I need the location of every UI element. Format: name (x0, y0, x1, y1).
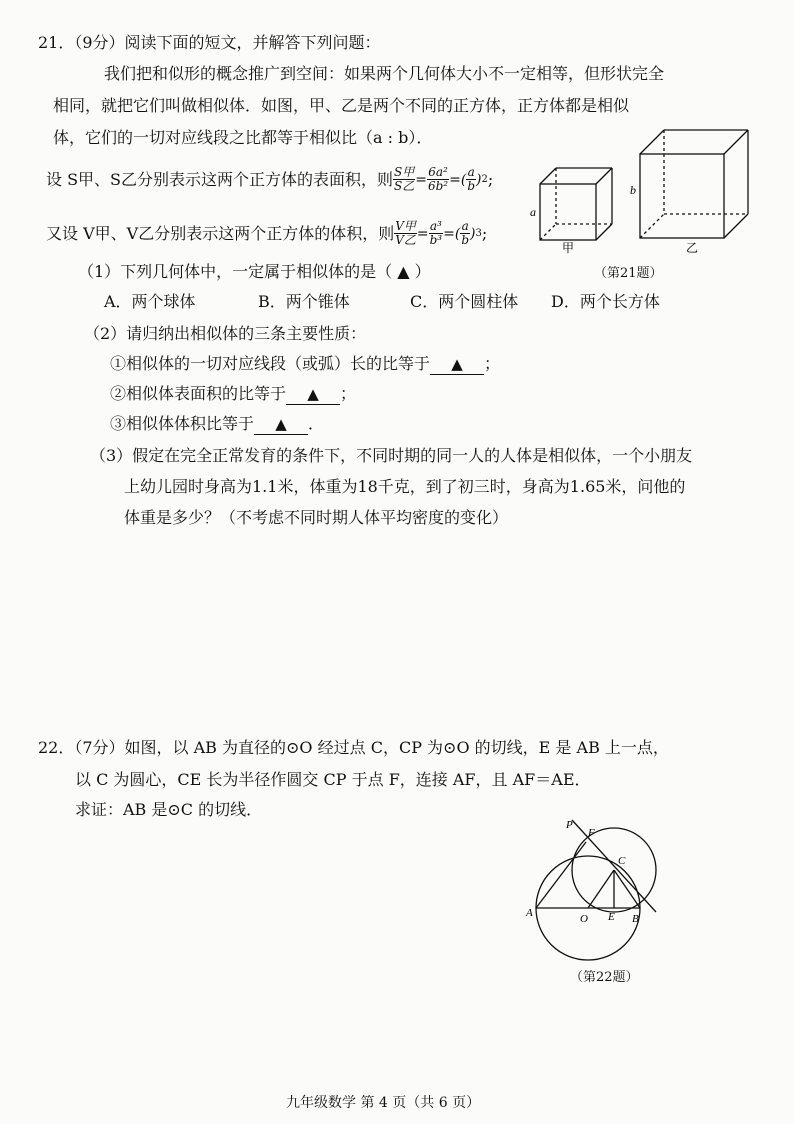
q21-part1-question: （1）下列几何体中，一定属于相似体的是（ ▲ ） (78, 262, 431, 281)
surface-rhs-denominator: b (467, 179, 476, 193)
point-e-label: E (608, 911, 615, 923)
q22-circle-figure (522, 812, 682, 972)
large-cube (640, 130, 748, 238)
volume-ratio-numerator: V甲 (395, 219, 416, 233)
volume-ratio-denominator: V乙 (395, 233, 416, 247)
point-c-label: C (618, 855, 626, 867)
q21-option-a: A．两个球体 (104, 292, 196, 311)
q21-surface-area-prefix: 设 S甲、S乙分别表示这两个正方体的表面积，则 (46, 169, 394, 189)
property-2-text: ②相似体表面积的比等于 (110, 384, 287, 403)
surface-end: ; (487, 169, 494, 189)
surface-rhs-fraction (466, 166, 476, 193)
q21-volume-prefix: 又设 V甲、V乙分别表示这两个正方体的体积，则 (46, 223, 395, 243)
surface-ratio-numerator: S甲 (394, 165, 415, 179)
small-cube-side-label: a (530, 205, 536, 219)
large-cube-label: 乙 (686, 241, 699, 255)
q22-line-1: 22．（7分）如图，以 AB 为直径的⊙O 经过点 C，CP 为⊙O 的切线，E 是 AB 上一点， (38, 738, 669, 757)
q21-property-1 (110, 354, 500, 375)
property-2-answer-blank[interactable] (286, 384, 340, 405)
surface-ratio-denominator: S乙 (394, 179, 415, 193)
volume-rhs-fraction (460, 220, 470, 247)
property-1-text: ①相似体的一切对应线段（或弧）长的比等于 (110, 354, 431, 373)
property-3-answer-blank[interactable] (254, 414, 308, 435)
property-3-mark: ▲ (275, 415, 287, 433)
volume-rhs-denominator: b (461, 233, 469, 247)
q21-part3-line-2: 上幼儿园时身高为1.1米，体重为18千克，到了初三时，身高为1.65米，问他的 (124, 477, 686, 496)
q21-part3-line-1: （3）假定在完全正常发育的条件下，不同时期的同一人的人体是相似体，一个小朋友 (90, 446, 693, 465)
small-cube (540, 168, 612, 240)
point-p-label: P (566, 819, 573, 831)
property-1-answer-blank[interactable] (430, 354, 484, 375)
property-3-end: ． (308, 414, 325, 433)
page-footer: 九年级数学 第 4 页（共 6 页） (286, 1095, 481, 1111)
volume-rhs-numerator: a (461, 219, 469, 233)
point-a-label: A (526, 907, 533, 919)
q21-property-2 (110, 384, 356, 405)
surface-power: 2 (481, 173, 488, 185)
large-cube-side-label: b (630, 183, 636, 197)
point-f-label: F (588, 827, 595, 839)
segment-af (536, 842, 586, 908)
surface-mid-numerator: 6a² (428, 165, 448, 179)
property-1-end: ； (484, 354, 501, 373)
q21-volume-line: 又设 V甲、V乙分别表示这两个正方体的体积，则 $\frac{\text{V甲}}{\text{V乙}}$ = $\frac{\text{a³}}{\text{b³}}$ =( $\frac{a}{b}$ ) 3 ; (46, 219, 488, 247)
q22-figure-caption: （第22题） (570, 970, 639, 985)
q21-header: 21．（9分）阅读下面的短文，并解答下列问题： (38, 33, 381, 52)
surface-mid-fraction (427, 166, 449, 193)
small-cube-label: 甲 (562, 241, 575, 255)
q21-part3-line-3: 体重是多少？（不考虑不同时期人体平均密度的变化） (124, 508, 509, 527)
q21-option-c: C．两个圆柱体 (410, 292, 519, 311)
volume-end: ; (481, 223, 488, 243)
volume-power: 3 (475, 227, 482, 239)
q21-option-d: D．两个长方体 (551, 292, 660, 311)
volume-mid-denominator: b³ (429, 233, 443, 247)
q21-paragraph-line-1: 我们把和似形的概念推广到空间：如果两个几何体大小不一定相等，但形状完全 (104, 64, 665, 83)
q22-line-3: 求证：AB 是⊙C 的切线． (75, 800, 263, 819)
surface-mid-denominator: 6b² (427, 179, 449, 193)
point-o-label: O (580, 913, 588, 925)
property-2-end: ； (340, 384, 357, 403)
q21-cubes-figure (520, 124, 770, 280)
surface-rhs-numerator: a (467, 165, 475, 179)
q21-surface-area-line: 设 S甲、S乙分别表示这两个正方体的表面积，则 $\frac{\text{S甲}}{\text{S乙}}$ = $\frac{\text{6a²}}{\text{6b²}}$ =( $\frac{a}{b}$ ) 2 ; (46, 165, 494, 193)
q21-figure-caption: （第21题） (594, 266, 663, 281)
q21-paragraph-line-2: 相同，就把它们叫做相似体．如图，甲、乙是两个不同的正方体，正方体都是相似 (53, 96, 630, 115)
surface-ratio-fraction (393, 166, 415, 193)
q21-property-3 (110, 414, 324, 435)
segment-oc (588, 870, 614, 908)
volume-mid-numerator: a³ (429, 219, 442, 233)
property-1-mark: ▲ (451, 355, 463, 373)
q22-line-2: 以 C 为圆心，CE 长为半径作圆交 CP 于点 F，连接 AF，且 AF＝AE． (75, 770, 591, 789)
q21-part2-question: （2）请归纳出相似体的三条主要性质： (84, 324, 367, 343)
volume-ratio-fraction (394, 220, 417, 247)
property-2-mark: ▲ (307, 385, 319, 403)
q21-option-b: B．两个锥体 (258, 292, 350, 311)
property-3-text: ③相似体体积比等于 (110, 414, 255, 433)
volume-mid-fraction (429, 220, 444, 247)
q21-paragraph-line-3: 体，它们的一切对应线段之比都等于相似比（a : b）． (53, 128, 433, 147)
point-b-label: B (632, 913, 639, 925)
